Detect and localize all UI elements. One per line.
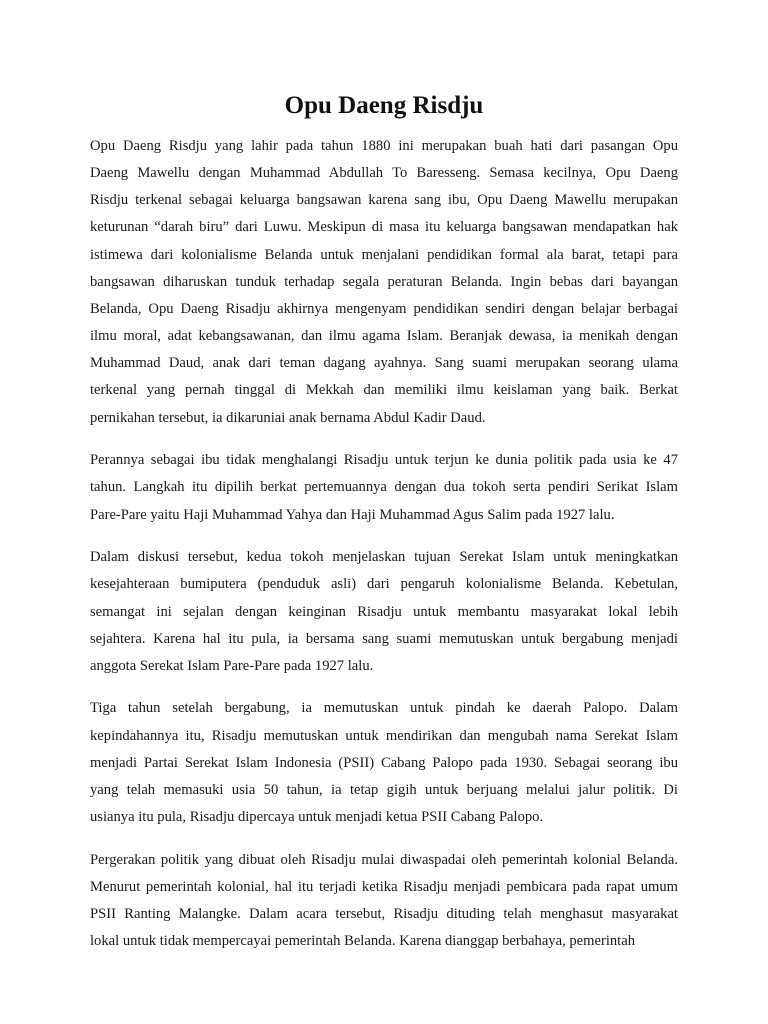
paragraph	[90, 695, 678, 831]
paragraph-line: istimewa dari kolonialisme Belanda untuk menjalani pendidikan formal ala barat, tetapi para	[90, 246, 678, 263]
paragraph	[90, 447, 678, 528]
paragraph-line: sejahtera. Karena hal itu pula, ia bersama sang suami memutuskan untuk bergabung menjadi	[90, 630, 678, 647]
paragraph-line: pernikahan tersebut, ia dikaruniai anak bernama Abdul Kadir Daud.	[90, 409, 486, 426]
paragraph-line: Daeng Mawellu dengan Muhammad Abdullah To Baresseng. Semasa kecilnya, Opu Daeng	[90, 165, 678, 182]
document-title: Opu Daeng Risdju	[284, 92, 484, 119]
paragraph-line: Perannya sebagai ibu tidak menghalangi Risadju untuk terjun ke dunia politik pada usia ke 47	[90, 452, 678, 469]
paragraph-line: kesejahteraan bumiputera (penduduk asli) dari pengaruh kolonialisme Belanda. Kebetulan,	[90, 576, 678, 593]
paragraph-line: anggota Serekat Islam Pare-Pare pada 1927 lalu.	[90, 657, 374, 674]
paragraph-line: semangat ini sejalan dengan keinginan Risadju untuk membantu masyarakat lokal lebih	[90, 603, 678, 620]
paragraph-line: bangsawan diharuskan tunduk terhadap segala peraturan Belanda. Ingin bebas dari bayangan	[90, 273, 678, 290]
paragraph-line: lokal untuk tidak mempercayai pemerintah Belanda. Karena dianggap berbahaya, pemerintah	[90, 933, 636, 950]
paragraph-line: Dalam diskusi tersebut, kedua tokoh menjelaskan tujuan Serekat Islam untuk meningkatkan	[90, 549, 678, 566]
paragraph-line: Belanda, Opu Daeng Risadju akhirnya mengenyam pendidikan sendiri dengan belajar berbagai	[90, 300, 678, 317]
paragraph	[90, 133, 678, 432]
paragraph-line: terkenal yang pernah tinggal di Mekkah dan memiliki ilmu keislaman yang baik. Berkat	[90, 382, 678, 399]
document-body	[90, 133, 678, 971]
paragraph-line: Muhammad Daud, anak dari teman dagang ayahnya. Sang suami merupakan seorang ulama	[90, 355, 678, 372]
paragraph-line: PSII Ranting Malangke. Dalam acara tersebut, Risadju dituding telah menghasut masyarakat	[90, 906, 678, 923]
paragraph-line: Tiga tahun setelah bergabung, ia memutuskan untuk pindah ke daerah Palopo. Dalam	[90, 700, 678, 717]
paragraph-line: Risdju terkenal sebagai keluarga bangsawan karena sang ibu, Opu Daeng Mawellu merupakan	[90, 192, 678, 209]
paragraph-line: tahun. Langkah itu dipilih berkat pertemuannya dengan dua tokoh serta pendiri Serikat Islam	[90, 479, 678, 496]
paragraph-line: keturunan “darah biru” dari Luwu. Meskipun di masa itu keluarga bangsawan mendapatkan hak	[90, 219, 678, 236]
paragraph-line: Pare-Pare yaitu Haji Muhammad Yahya dan Haji Muhammad Agus Salim pada 1927 lalu.	[90, 506, 615, 523]
paragraph-line: menjadi Partai Serekat Islam Indonesia (PSII) Cabang Palopo pada 1930. Sebagai seorang ibu	[90, 754, 678, 771]
paragraph	[90, 847, 678, 956]
paragraph-line: kepindahannya itu, Risadju memutuskan untuk mendirikan dan mengubah nama Serekat Islam	[90, 727, 678, 744]
paragraph	[90, 544, 678, 680]
paragraph-line: Pergerakan politik yang dibuat oleh Risadju mulai diwaspadai oleh pemerintah kolonial Belanda.	[90, 851, 678, 868]
paragraph-line: Opu Daeng Risdju yang lahir pada tahun 1880 ini merupakan buah hati dari pasangan Opu	[90, 138, 678, 154]
paragraph-line: yang telah memasuki usia 50 tahun, ia tetap gigih untuk berjuang melalui jalur politik. Di	[90, 781, 678, 798]
paragraph-line: ilmu moral, adat kebangsawanan, dan ilmu agama Islam. Beranjak dewasa, ia menikah dengan	[90, 328, 678, 345]
paragraph-line: Menurut pemerintah kolonial, hal itu terjadi ketika Risadju menjadi pembicara pada rapat umum	[90, 878, 678, 895]
paragraph-line: usianya itu pula, Risadju dipercaya untuk menjadi ketua PSII Cabang Palopo.	[90, 809, 544, 826]
